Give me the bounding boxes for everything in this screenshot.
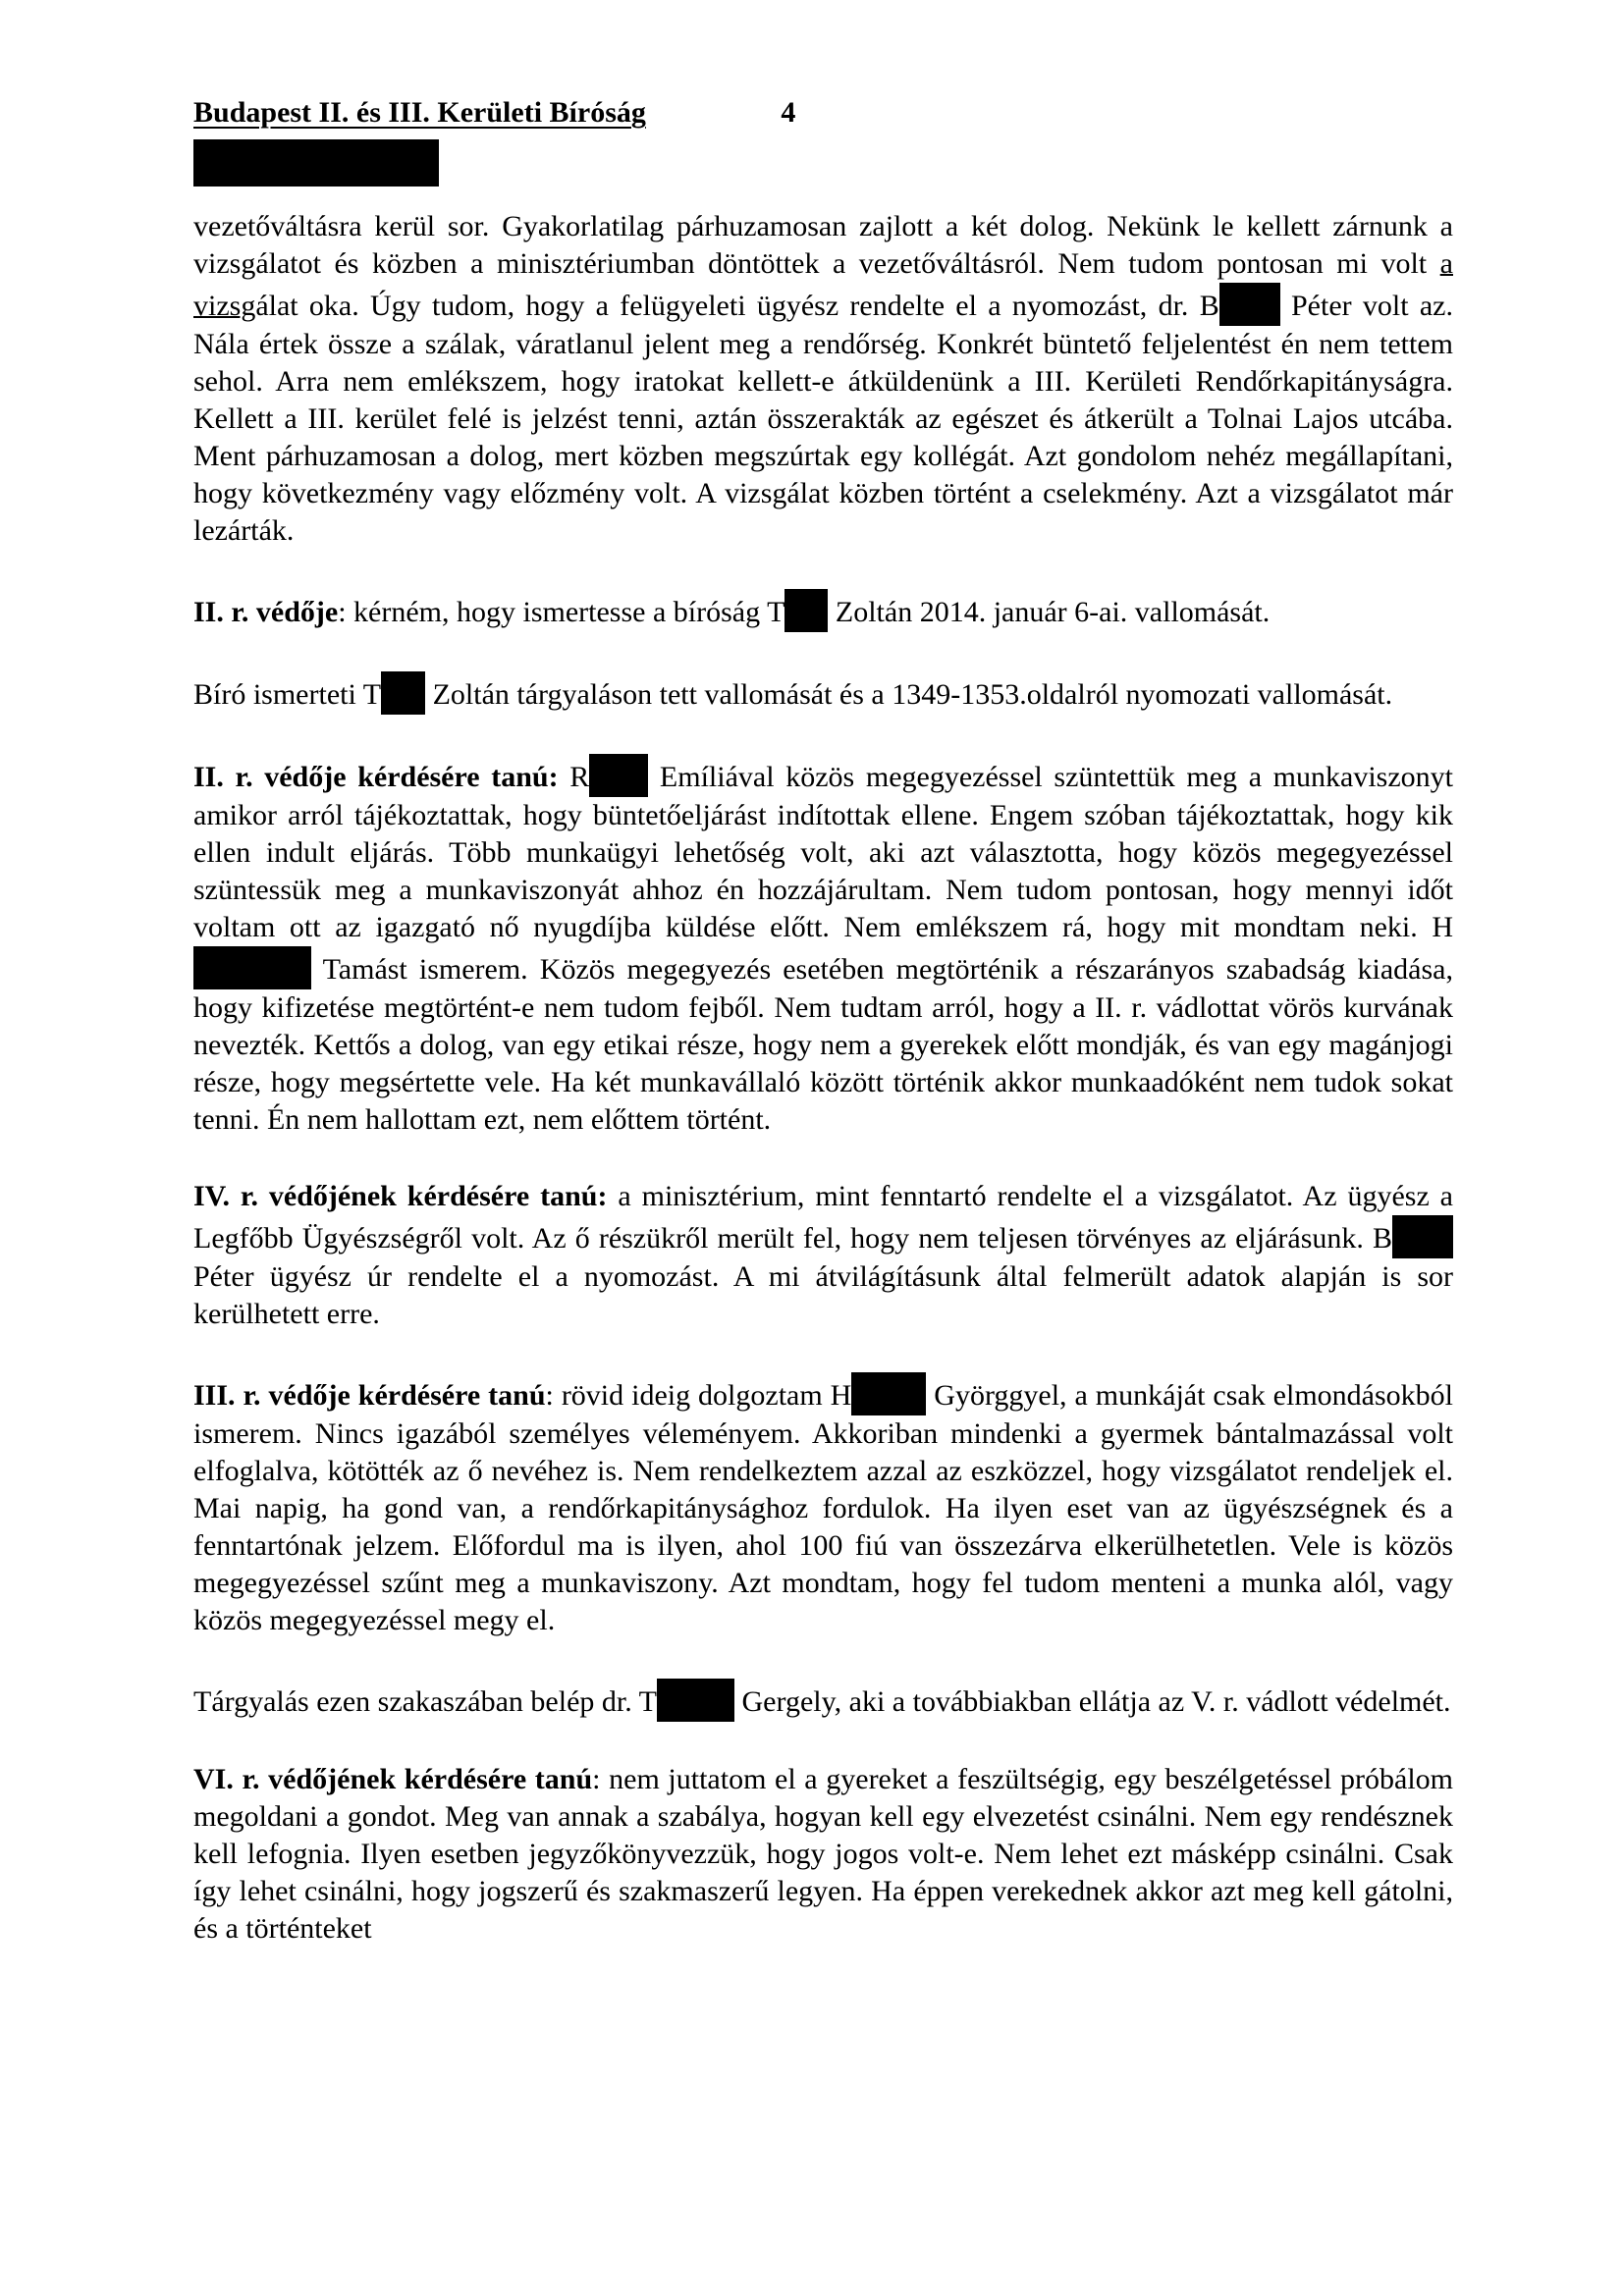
redaction-bar [193, 139, 439, 187]
text-run: Gergely, aki a továbbiakban ellátja az V. r. vádlott védelmét. [734, 1685, 1451, 1718]
paragraph [193, 1679, 1453, 1722]
text-run: II. r. védője kérdésére tanú: [193, 761, 559, 793]
text-run: Tárgyalás ezen szakaszában belép dr. T [193, 1685, 658, 1718]
text-run: a minisztérium, mint fenntartó rendelte el a vizsgálatot. Az ügyész a Legfőbb Ügyészségről volt. Az ő részükről merült fel, hogy nem teljesen törvényes az eljárásunk. B [193, 1180, 1453, 1255]
redaction-box [193, 946, 311, 989]
paragraph [193, 1178, 1453, 1333]
paragraph [193, 754, 1453, 1139]
text-run: Péter ügyész úr rendelte el a nyomozást. A mi átvilágításunk által felmerült adatok alapján is sor kerülhetett erre. [193, 1260, 1453, 1330]
text-run: VI. r. védőjének kérdésére tanú [193, 1763, 593, 1795]
text-run: IV. r. védőjének kérdésére tanú: [193, 1180, 608, 1212]
redaction-box [784, 589, 828, 632]
page-header [193, 94, 1453, 132]
paragraph [193, 671, 1453, 715]
document-body [193, 208, 1453, 1948]
text-run: : rövid ideig dolgoztam H [545, 1379, 852, 1412]
paragraph [193, 589, 1453, 632]
text-run: Zoltán tárgyaláson tett vallomását és a 1349-1353.oldalról nyomozati vallomását. [425, 678, 1393, 711]
text-run: Zoltán 2014. január 6-ai. vallomását. [828, 596, 1271, 628]
text-run: II. r. védője [193, 596, 339, 628]
page-number: 4 [781, 96, 796, 129]
text-run: Péter volt az. Nála értek össze a szálak, váratlanul jelent meg a rendőrség. Konkrét büntető feljelentést én nem tettem sehol. Arra nem emlékszem, hogy iratokat kellett-e átküldenünk a III. Kerületi Rendőrkapitányságra. Kellett a III. kerület felé is jelzést tenni, aztán összerakták az egészet és átkerült a Tolnai Lajos utcába. Ment párhuzamosan a dolog, mert közben megszúrtak egy kollégát. Azt gondolom nehéz megállapítani, hogy következmény vagy előzmény volt. A vizsgálat közben történt a cselekmény. Azt a vizsgálatot már lezárták. [193, 290, 1453, 547]
redaction-box [657, 1679, 734, 1722]
text-run: : kérném, hogy ismertesse a bíróság T [338, 596, 785, 628]
redaction-box [1219, 283, 1280, 326]
paragraph [193, 208, 1453, 550]
text-run: álat oka. Úgy tudom, hogy a felügyeleti ügyész rendelte el a nyomozást, dr. B [255, 290, 1219, 322]
court-name: Budapest II. és III. Kerületi Bíróság [193, 96, 646, 129]
text-run: Tamást ismerem. Közös megegyezés esetében megtörténik a részarányos szabadság kiadása, hogy kifizetése megtörtént-e nem tudom fejből. Nem tudtam arról, hogy a II. r. vádlottat vörös kurvának nevezték. Kettős a dolog, van egy etikai része, hogy nem a gyerekek előtt mondják, és van egy magánjogi része, hogy megsértette vele. Ha két munkavállaló között történik akkor munkaadóként nem tudok sokat tenni. Én nem hallottam ezt, nem előttem történt. [193, 953, 1453, 1136]
text-run: Györggyel, a munkáját csak elmondásokból ismerem. Nincs igazából személyes véleményem. Akkoriban mindenki a gyermek bántalmazással volt elfoglalva, kötötték az ő nevéhez is. Nem rendelkeztem azzal az eszközzel, hogy vizsgálatot rendeljek el. Mai napig, ha gond van, a rendőrkapitánysághoz fordulok. Ha ilyen eset van az ügyészségnek és a fenntartónak jelzem. Előfordul ma is ilyen, ahol 100 fiú van összezárva elkerülhetetlen. Vele is közös megegyezéssel szűnt meg a munkaviszony. Azt mondtam, hogy fel tudom menteni a munka alól, vagy közös megegyezéssel megy el. [193, 1379, 1453, 1636]
text-run: III. r. védője kérdésére tanú [193, 1379, 546, 1412]
text-run: Emíliával közös megegyezéssel szüntettük meg a munkaviszonyt amikor arról tájékoztattak, hogy büntetőeljárást indítottak ellene. Engem szóban tájékoztattak, hogy kik ellen indult eljárás. Több munkaügyi lehetőség volt, aki azt választotta, hogy közös megegyezéssel szüntessük meg a munkaviszonyát ahhoz én hozzájárultam. Nem tudom pontosan, hogy mennyi időt voltam ott az igazgató nő nyugdíjba küldése előtt. Nem emlékszem rá, hogy mit mondtam neki. H [193, 761, 1453, 943]
redaction-box [1392, 1215, 1453, 1258]
text-run: : nem juttatom el a gyereket a feszültségig, egy beszélgetéssel próbálom megoldani a gondot. Meg van annak a szabálya, hogyan kell egy elvezetést csinálni. Nem egy rendésznek kell lefognia. Ilyen esetben jegyzőkönyvezzük, hogy jogos volt-e. Nem lehet ezt másképp csinálni. Csak így lehet csinálni, hogy jogszerű és szakmaszerű legyen. Ha éppen verekednek akkor azt meg kell gátolni, és a történteket [193, 1763, 1453, 1945]
redaction-box [589, 754, 648, 797]
redaction-box [381, 671, 425, 715]
text-run: R [558, 761, 590, 793]
paragraph [193, 1372, 1453, 1639]
text-run: vezetőváltásra kerül sor. Gyakorlatilag párhuzamosan zajlott a két dolog. Nekünk le kellett zárnunk a vizsgálatot és közben a minisztériumban döntöttek a vezetőváltásról. Nem tudom pontosan mi volt [193, 210, 1453, 280]
paragraph [193, 1761, 1453, 1948]
text-run: Bíró ismerteti T [193, 678, 382, 711]
redaction-box [851, 1372, 926, 1415]
text-run: a vizsg [193, 247, 1453, 322]
